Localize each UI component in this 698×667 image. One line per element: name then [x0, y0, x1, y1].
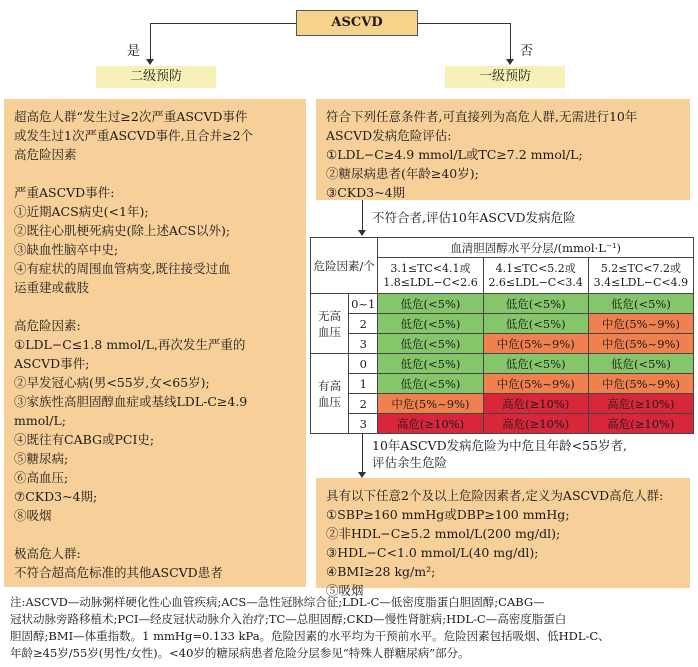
panel-line: ⑤吸烟: [326, 583, 364, 598]
table-row: [311, 374, 694, 394]
risk-factor-count: 1: [349, 374, 378, 394]
panel-line: mmol/L;: [14, 413, 66, 428]
risk-level-cell: 低危(<5%): [483, 294, 588, 314]
panel-line: ①LDL−C≤1.8 mmol/L,再次发生严重的: [14, 337, 246, 352]
risk-level-cell: 中危(5%~9%): [378, 394, 483, 414]
panel-line: ③CKD3~4期: [326, 185, 406, 200]
risk-level-cell: 低危(<5%): [378, 374, 483, 394]
panel-line: 高危险因素:: [14, 318, 81, 333]
cholesterol-col-header: 3.1≤TC<4.1或 1.8≤LDL−C<2.6: [378, 258, 483, 294]
panel-line: ③HDL−C<1.0 mmol/L(40 mg/dl);: [326, 545, 539, 560]
step1-text: 不符合者,评估10年ASCVD发病危险: [372, 210, 576, 225]
risk-level-cell: 低危(<5%): [378, 334, 483, 354]
panel-line: 超高危人群“发生过≥2次严重ASCVD事件: [14, 109, 248, 124]
panel-line: ASCVD发病危险评估:: [326, 128, 452, 143]
risk-level-cell: 高危(≥10%): [588, 394, 693, 414]
secondary-prevention-panel: [4, 99, 306, 587]
panel-line: ③缺血性脑卒中史;: [14, 242, 119, 257]
panel-line: 运重建或截肢: [14, 280, 90, 295]
panel-line: [14, 525, 296, 544]
risk-level-cell: 高危(≥10%): [588, 414, 693, 434]
risk-factor-count: 3: [349, 334, 378, 354]
risk-factor-count: 0: [349, 354, 378, 374]
footnote-line: 注:ASCVD—动脉粥样硬化性心血管疾病;ACS—急性冠脉综合征;LDL-C—低密度脂蛋白胆固醇;CABG—: [10, 595, 545, 609]
panel-line: ①SBP≥160 mmHg或DBP≥100 mmHg;: [326, 507, 570, 522]
cholesterol-col-header: 4.1≤TC<5.2或 2.6≤LDL−C<3.4: [483, 258, 588, 294]
panel-line: ②糖尿病患者(年龄≥40岁);: [326, 166, 479, 181]
footnote: [10, 594, 694, 662]
risk-level-cell: 中危(5%~9%): [588, 334, 693, 354]
risk-level-cell: 高危(≥10%): [378, 414, 483, 434]
risk-level-cell: 低危(<5%): [378, 294, 483, 314]
panel-line: 或发生过1次严重ASCVD事件,且合并≥2个: [14, 128, 254, 143]
step2-text: [372, 437, 627, 471]
risk-level-cell: 低危(<5%): [378, 354, 483, 374]
panel-line: ⑧吸烟: [14, 508, 52, 523]
right-down-line: [510, 23, 511, 61]
panel-line: ②早发冠心病(男<55岁,女<65岁);: [14, 375, 210, 390]
risk-factor-count: 3: [349, 414, 378, 434]
left-arrowhead: [146, 59, 154, 65]
panel-line: 不符合超高危标准的其他ASCVD患者: [14, 565, 223, 580]
risk-level-cell: 中危(5%~9%): [588, 314, 693, 334]
table-row: [311, 394, 694, 414]
step1-line: [362, 200, 363, 232]
risk-level-cell: 低危(<5%): [588, 294, 693, 314]
risk-stratification-table: [310, 237, 694, 434]
root-connector-h: [150, 23, 296, 24]
panel-line: ②既往心肌梗死病史(除上述ACS以外);: [14, 223, 231, 238]
ascvd-high-risk-panel: [316, 478, 690, 598]
risk-level-cell: 低危(<5%): [378, 314, 483, 334]
panel-line: 具有以下任意2个及以上危险因素者,定义为ASCVD高危人群:: [326, 488, 664, 503]
panel-line: ASCVD事件;: [14, 356, 90, 371]
footnote-line: 冠状动脉旁路移植术;PCI—经皮冠状动脉介入治疗;TC—总胆固醇;CKD—慢性肾脏病;HDL-C—高密度脂蛋白: [10, 612, 567, 626]
step1-arrowhead: [358, 230, 366, 236]
risk-level-cell: 高危(≥10%): [483, 414, 588, 434]
secondary-prevention-header: 二级预防: [96, 66, 216, 88]
panel-line: ⑦CKD3~4期;: [14, 489, 98, 504]
ascvd-root-node: ASCVD: [296, 10, 418, 36]
panel-line: [14, 297, 296, 316]
cholesterol-col-header: 5.2≤TC<7.2或 3.4≤LDL−C<4.9: [588, 258, 693, 294]
table-row: [311, 294, 694, 314]
step2-line-text: 评估余生危险: [372, 455, 448, 470]
footnote-line: 年龄≥45岁/55岁(男性/女性)。<40岁的糖尿病患者危险分层参见“特殊人群糖尿病”部分。: [10, 646, 470, 660]
panel-line: 严重ASCVD事件:: [14, 185, 115, 200]
risk-level-cell: 中危(5%~9%): [483, 374, 588, 394]
footnote-line: 胆固醇;BMI—体重指数。1 mmHg=0.133 kPa。危险因素的水平均为干预前水平。危险因素包括吸烟、低HDL-C、: [10, 629, 610, 643]
risk-factor-count: 0~1: [349, 294, 378, 314]
panel-line: ④BMI≥28 kg/m²;: [326, 564, 436, 579]
table-corner-header: 危险因素/个: [311, 238, 378, 294]
risk-level-cell: 中危(5%~9%): [483, 334, 588, 354]
panel-line: [14, 164, 296, 183]
panel-line: 极高危人群:: [14, 546, 81, 561]
panel-line: 高危险因素: [14, 147, 77, 162]
risk-level-cell: 中危(5%~9%): [588, 374, 693, 394]
risk-level-cell: 低危(<5%): [588, 354, 693, 374]
panel-line: 符合下列任意条件者,可直接列为高危人群,无需进行10年: [326, 109, 638, 124]
risk-factor-count: 2: [349, 394, 378, 414]
left-down-line: [150, 23, 151, 61]
direct-high-risk-panel: [316, 99, 690, 200]
table-row: [311, 334, 694, 354]
table-row: [311, 354, 694, 374]
panel-line: ④有症状的周围血管病变,既往接受过血: [14, 261, 231, 276]
panel-line: ⑤糖尿病;: [14, 451, 69, 466]
step2-line-text: 10年ASCVD发病危险为中危且年龄<55岁者,: [372, 438, 627, 453]
hypertension-group-label: 有高血压: [311, 354, 349, 434]
risk-factor-count: 2: [349, 314, 378, 334]
step2-line: [362, 433, 363, 473]
hypertension-group-label: 无高血压: [311, 294, 349, 354]
yes-label: 是: [127, 44, 141, 59]
no-label: 否: [520, 44, 534, 59]
right-arrowhead: [506, 59, 514, 65]
risk-level-cell: 低危(<5%): [483, 354, 588, 374]
panel-line: ②非HDL−C≥5.2 mmol/L(200 mg/dl);: [326, 526, 561, 541]
panel-line: ③家族性高胆固醇血症或基线LDL-C≥4.9: [14, 394, 248, 409]
panel-line: ④既往有CABG或PCI史;: [14, 432, 155, 447]
root-connector-h-right: [418, 23, 510, 24]
panel-line: ①近期ACS病史(<1年);: [14, 204, 149, 219]
panel-line: ⑥高血压;: [14, 470, 69, 485]
risk-level-cell: 高危(≥10%): [483, 394, 588, 414]
panel-line: ①LDL−C≥4.9 mmol/L或TC≥7.2 mmol/L;: [326, 147, 583, 162]
table-row: [311, 414, 694, 434]
table-row: [311, 314, 694, 334]
cholesterol-super-header: 血清胆固醇水平分层/(mmol·L⁻¹): [378, 238, 694, 258]
primary-prevention-header: 一级预防: [445, 66, 565, 88]
risk-level-cell: 低危(<5%): [483, 314, 588, 334]
